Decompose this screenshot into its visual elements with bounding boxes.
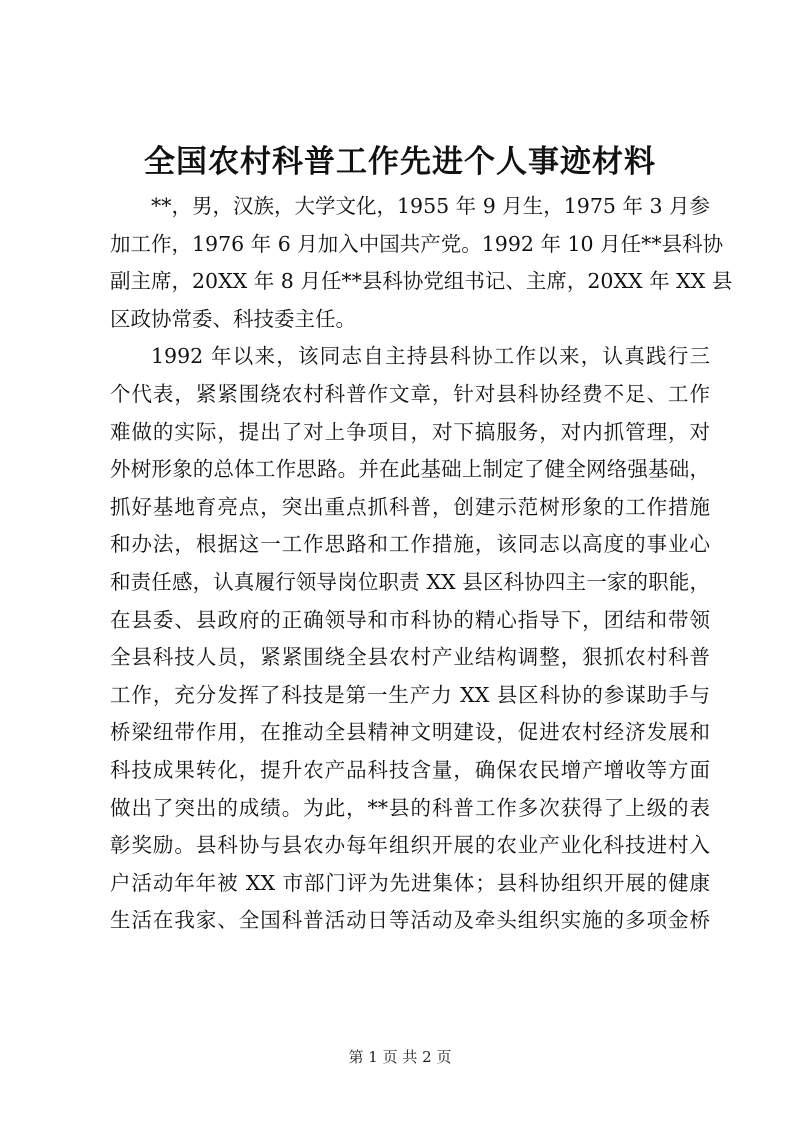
paragraph-line: 区政协常委、科技委主任。 [110, 306, 356, 331]
paragraph-line: 1992 年以来，该同志自主持县科协工作以来，认真践行三 [151, 344, 710, 369]
paragraph-line: 难做的实际，提出了对上争项目，对下搞服务，对内抓管理，对 [110, 419, 710, 444]
paragraph-line: 加工作，1976 年 6 月加入中国共产党。1992 年 10 月任**县科协 [110, 231, 724, 256]
paragraph-line: 户活动年年被 XX 市部门评为先进集体；县科协组织开展的健康 [110, 870, 710, 895]
paragraph-line: 抓好基地育亮点，突出重点抓科普，创建示范树形象的工作措施 [110, 494, 710, 519]
paragraph-line: 个代表，紧紧围绕农村科普作文章，针对县科协经费不足、工作 [110, 381, 710, 406]
paragraph-line: **，男，汉族，大学文化，1955 年 9 月生，1975 年 3 月参 [151, 194, 711, 218]
paragraph-1 [110, 188, 733, 338]
paragraph-line: 外树形象的总体工作思路。并在此基础上制定了健全网络强基础， [110, 457, 710, 482]
paragraph-line: 桥梁纽带作用，在推动全县精神文明建设，促进农村经济发展和 [110, 720, 710, 745]
paragraph-line: 做出了突出的成绩。为此，**县的科普工作多次获得了上级的表 [110, 795, 710, 820]
page-number-footer: 第 1 页 共 2 页 [348, 1048, 452, 1066]
paragraph-line: 生活在我家、全国科普活动日等活动及牵头组织实施的多项金桥 [110, 908, 710, 933]
document-title: 全国农村科普工作先进个人事迹材料 [144, 144, 656, 180]
paragraph-line: 和责任感，认真履行领导岗位职责 XX 县区科协四主一家的职能， [110, 569, 710, 594]
paragraph-line: 科技成果转化，提升农产品科技含量，确保农民增产增收等方面 [110, 757, 710, 782]
paragraph-line: 工作，充分发挥了科技是第一生产力 XX 县区科协的参谋助手与 [110, 682, 710, 707]
paragraph-line: 副主席，20XX 年 8 月任**县科协党组书记、主席，20XX 年 XX 县 [110, 269, 733, 294]
paragraph-line: 和办法，根据这一工作思路和工作措施，该同志以高度的事业心 [110, 532, 710, 557]
paragraph-line: 在县委、县政府的正确领导和市科协的精心指导下，团结和带领 [110, 607, 710, 632]
paragraph-2 [110, 338, 710, 940]
paragraph-line: 全县科技人员，紧紧围绕全县农村产业结构调整，狠抓农村科普 [110, 645, 710, 670]
paragraph-line: 彰奖励。县科协与县农办每年组织开展的农业产业化科技进村入 [110, 833, 710, 858]
document-body [110, 188, 733, 940]
